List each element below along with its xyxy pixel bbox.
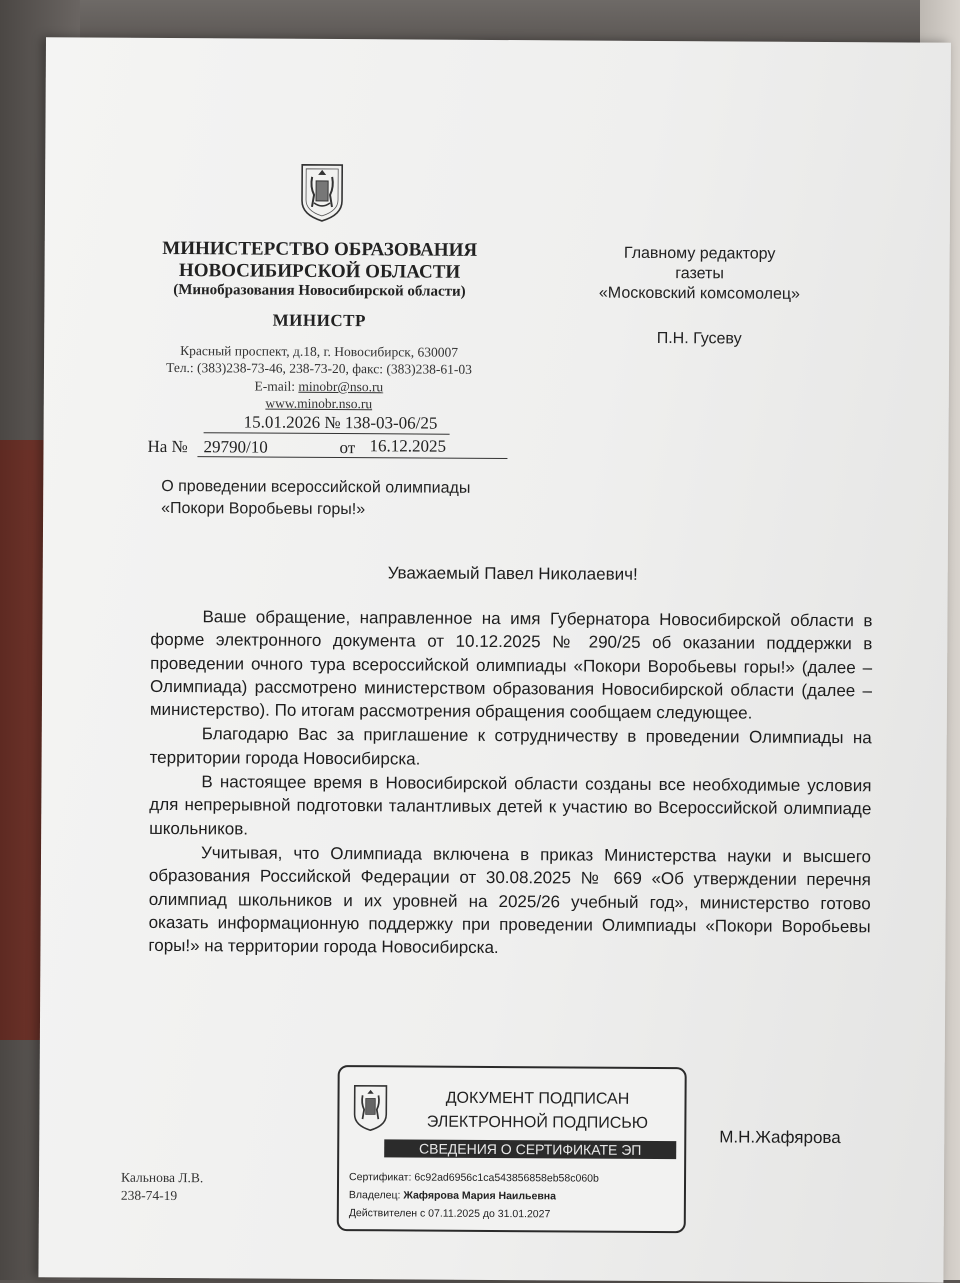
reference-label: На № bbox=[147, 436, 188, 457]
reference-from-label: от bbox=[339, 438, 356, 458]
coat-of-arms-icon bbox=[298, 161, 346, 223]
recipient-name: П.Н. Гусеву bbox=[656, 329, 742, 348]
coat-of-arms-icon bbox=[351, 1081, 389, 1133]
org-name-line1: МИНИСТЕРСТВО ОБРАЗОВАНИЯ bbox=[162, 237, 478, 261]
signer-name: М.Н.Жафярова bbox=[719, 1127, 841, 1148]
subject-line2: «Покори Воробьевы горы!» bbox=[161, 499, 366, 519]
valid-from: 07.11.2025 bbox=[428, 1207, 481, 1220]
executor-phone: 238-74-19 bbox=[120, 1187, 178, 1204]
reference-number: 29790/10 bbox=[203, 437, 268, 457]
certificate-label: Сертификат: bbox=[349, 1171, 415, 1184]
body-paragraph: В настоящее время в Новосибирской области созданы все необходимые условия для непрерывной подготовки талантливых детей к участию во Всероссийской олимпиаде школьников. bbox=[149, 772, 872, 839]
executor-name: Кальнова Л.В. bbox=[121, 1169, 204, 1186]
e-signature-stamp bbox=[337, 1065, 687, 1233]
stamp-title-line2: ЭЛЕКТРОННОЙ ПОДПИСЬЮ bbox=[426, 1113, 649, 1132]
body-paragraph: Ваше обращение, направленное на имя Губернатора Новосибирской области в форме электронного документа от 10.12.2025 № 290/25 об оказании поддержки в проведении очного тура всероссийской олимпиады «Покори Воробьевы горы!» (далее – Олимпиада) рассмотрено министерством образования Новосибирской области (далее – министерство). По итогам рассмотрения обращения сообщаем следующее. bbox=[149, 607, 873, 723]
letter-page bbox=[38, 37, 951, 1283]
owner-label: Владелец: bbox=[348, 1189, 404, 1202]
valid-label: Действителен с bbox=[348, 1207, 429, 1220]
org-address: Красный проспект, д.18, г. Новосибирск, 630007 bbox=[180, 343, 459, 360]
stamp-title-line1: ДОКУМЕНТ ПОДПИСАН bbox=[445, 1089, 630, 1108]
org-email-line bbox=[134, 378, 504, 396]
org-name-line2: НОВОСИБИРСКОЙ ОБЛАСТИ bbox=[178, 260, 461, 283]
stamp-validity-row bbox=[349, 1207, 551, 1220]
position-title: МИНИСТР bbox=[272, 310, 366, 331]
stamp-owner-row bbox=[349, 1189, 556, 1202]
reference-date: 16.12.2025 bbox=[369, 436, 447, 456]
org-phones: Тел.: (383)238-73-46, 238-73-20, факс: (383)238-61-03 bbox=[166, 359, 472, 377]
subject-line1: О проведении всероссийской олимпиады bbox=[161, 477, 471, 497]
salutation: Уважаемый Павел Николаевич! bbox=[387, 563, 638, 584]
body-paragraph: Учитывая, что Олимпиада включена в приказ Министерства науки и высшего образования Российской Федерации от 30.08.2025 № 669 «Об утверждении перечня олимпиад школьников и их уровней на 2025/26 учебный год», министерство готово оказать информационную поддержку при проведении Олимпиады «Покори Воробьевы горы!» на территории города Новосибирска. bbox=[148, 843, 872, 958]
stamp-certificate-bar: СВЕДЕНИЯ О СЕРТИФИКАТЕ ЭП bbox=[384, 1139, 676, 1159]
valid-to: 31.01.2027 bbox=[497, 1208, 551, 1221]
stamp-certificate-row bbox=[349, 1171, 599, 1185]
recipient-line1: Главному редактору bbox=[623, 244, 776, 263]
owner-value: Жафярова Мария Наильевна bbox=[403, 1189, 557, 1203]
outgoing-number: 15.01.2026 № 138-03-06/25 bbox=[243, 412, 438, 433]
org-website-line bbox=[134, 395, 504, 413]
certificate-value: 6c92ad6956c1ca543856858eb58c060b bbox=[414, 1171, 599, 1185]
org-short-name: (Минобразования Новосибирской области) bbox=[173, 282, 466, 300]
website-link[interactable]: www.minobr.nso.ru bbox=[265, 395, 373, 412]
email-label: E-mail: bbox=[254, 378, 299, 394]
email-link[interactable]: minobr@nso.ru bbox=[298, 378, 384, 395]
recipient-line3: «Московский комсомолец» bbox=[598, 284, 801, 303]
letter-body bbox=[148, 605, 872, 962]
recipient-line2: газеты bbox=[675, 265, 724, 283]
valid-to-label: до bbox=[479, 1207, 498, 1221]
body-paragraph: Благодарю Вас за приглашение к сотрудничеству в проведении Олимпиады на территории города Новосибирска. bbox=[149, 724, 872, 769]
